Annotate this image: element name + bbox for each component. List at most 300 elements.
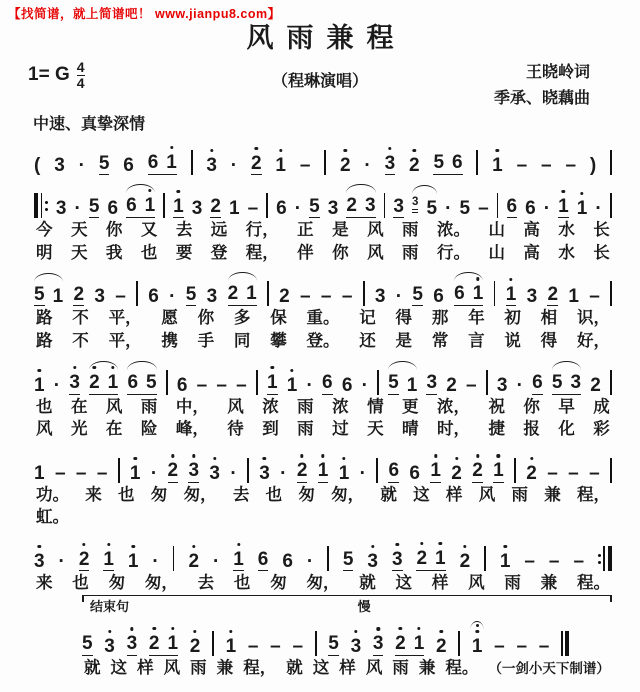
note xyxy=(346,196,357,215)
aug-dot xyxy=(360,464,366,483)
octave-dot xyxy=(413,149,416,152)
note-group xyxy=(248,199,259,218)
note-group xyxy=(343,550,354,572)
note xyxy=(246,284,257,303)
lyric-chunk: 高 xyxy=(523,242,540,262)
dash xyxy=(549,552,560,571)
barline-stroke xyxy=(315,631,317,656)
lyric-chunk: 来 xyxy=(85,484,102,504)
dash xyxy=(248,199,259,218)
note xyxy=(426,373,437,395)
barline-stroke xyxy=(603,546,605,571)
dash xyxy=(236,376,247,395)
barline-stroke xyxy=(163,193,165,218)
note xyxy=(365,196,376,215)
note xyxy=(89,197,100,219)
note xyxy=(416,549,427,568)
barline xyxy=(610,370,612,395)
aug-dot xyxy=(307,552,313,571)
note-group xyxy=(541,156,552,175)
note-glyph: – xyxy=(466,374,477,396)
beam-group xyxy=(433,153,462,175)
note-glyph: – xyxy=(565,155,577,176)
octave-dot xyxy=(371,545,374,548)
note xyxy=(54,156,65,175)
lyric-row xyxy=(34,220,612,241)
note-group xyxy=(318,461,329,483)
note-glyph: 6 xyxy=(282,551,293,572)
note-glyph: 1 xyxy=(413,632,425,654)
note-glyph: 2 xyxy=(547,283,559,305)
lyric-chunk: 时， xyxy=(436,419,470,439)
note-glyph: 1 xyxy=(499,551,511,572)
note-glyph: 1 xyxy=(558,195,569,217)
note-glyph: · xyxy=(212,551,220,572)
note xyxy=(145,196,156,215)
note-glyph: – xyxy=(54,462,66,484)
note xyxy=(472,637,483,656)
note-glyph: 2 xyxy=(395,632,406,654)
note-group xyxy=(478,199,489,218)
note-group xyxy=(34,376,45,395)
tempo-marking: 中速、真挚深情 xyxy=(33,116,146,133)
lyric-chunk: 程。 xyxy=(445,657,479,677)
note xyxy=(123,156,134,175)
note-group xyxy=(527,287,538,306)
note-glyph: 1 xyxy=(568,286,579,308)
meter-numerator: 4 xyxy=(76,59,85,75)
note xyxy=(558,197,569,219)
lyric-row xyxy=(34,573,612,594)
note-group xyxy=(190,637,201,656)
barline xyxy=(166,370,168,395)
note-glyph: 1 xyxy=(275,155,286,176)
note xyxy=(94,287,105,306)
note xyxy=(287,376,298,395)
note-glyph: – xyxy=(478,198,489,219)
barline xyxy=(256,370,258,395)
lyric-chunk: 雨 xyxy=(297,419,314,439)
note-glyph: · xyxy=(150,462,158,484)
note-glyph: 6 xyxy=(176,374,188,396)
octave-dot xyxy=(171,627,174,630)
transcriber-credit: （一剑小天下制谱） xyxy=(488,660,610,676)
octave-dot xyxy=(503,545,506,548)
note-group xyxy=(362,376,368,395)
octave-dot xyxy=(344,149,347,152)
paren xyxy=(590,156,596,175)
lyric-chunk: 样 xyxy=(445,484,463,504)
note-group xyxy=(392,550,403,572)
note-group xyxy=(494,637,505,656)
lyric-chunk: 去 xyxy=(175,220,193,239)
note-glyph: – xyxy=(247,198,259,219)
note-group xyxy=(297,461,308,483)
note xyxy=(388,373,399,395)
lyric-chunk: 登。 xyxy=(306,330,340,350)
lyric-chunk: 中， xyxy=(175,396,209,416)
note-group xyxy=(360,464,366,483)
note-glyph: 6 xyxy=(148,286,159,308)
octave-dot xyxy=(300,454,303,457)
note-glyph: 6 xyxy=(506,195,518,217)
note-glyph: – xyxy=(292,635,304,657)
note-group xyxy=(340,156,351,175)
note-group xyxy=(307,552,313,571)
note-group xyxy=(493,461,504,483)
note-glyph: 1 xyxy=(225,635,237,657)
beam-group xyxy=(395,634,424,656)
lyric-chunk: 雨 xyxy=(402,242,419,262)
note-group xyxy=(321,287,332,306)
note-group xyxy=(76,464,87,483)
lyric-chunk: 那 xyxy=(431,308,449,328)
barline xyxy=(247,458,249,483)
lyric-chunk: 这 xyxy=(312,657,330,677)
note-group xyxy=(79,156,85,175)
note xyxy=(412,197,418,219)
lyric-chunk: 也 xyxy=(233,573,251,592)
barline-stroke xyxy=(494,281,496,306)
note-glyph: 2 xyxy=(227,283,239,305)
note xyxy=(34,552,45,571)
octave-dot xyxy=(463,545,466,548)
note xyxy=(497,376,508,395)
lyric-chunk: 你 xyxy=(105,220,123,239)
music-line xyxy=(34,176,612,218)
lyric-chunk: 山 xyxy=(488,220,505,239)
note-glyph: 5 xyxy=(185,283,197,305)
note xyxy=(412,285,423,307)
barline xyxy=(266,193,268,218)
note-group xyxy=(207,287,218,306)
note-glyph: 3 xyxy=(126,633,138,655)
lyric-chunk: 又 xyxy=(140,220,158,239)
note xyxy=(392,550,403,572)
dash xyxy=(55,464,66,483)
aug-dot xyxy=(152,552,158,571)
barline xyxy=(476,150,478,175)
note xyxy=(229,199,240,218)
octave-dot xyxy=(420,542,423,545)
note xyxy=(309,197,320,219)
dash xyxy=(516,637,527,656)
lyric-chunk: 高 xyxy=(523,220,540,239)
note xyxy=(206,156,217,175)
note-group xyxy=(460,552,471,571)
lyric-row xyxy=(34,485,612,506)
note-glyph: – xyxy=(196,374,208,396)
aug-dot xyxy=(79,156,85,175)
lyric-chunk: 兼 xyxy=(216,657,234,677)
barline-stroke xyxy=(173,546,175,571)
dash xyxy=(568,464,579,483)
lyric-chunk: 程， xyxy=(576,484,610,504)
repeat-dots xyxy=(45,201,48,211)
note-group xyxy=(59,552,65,571)
system-2 xyxy=(34,176,612,263)
note-glyph: 3 xyxy=(412,197,418,214)
note-group xyxy=(168,461,179,483)
barline xyxy=(324,150,326,175)
note-group xyxy=(56,199,67,218)
note-glyph: · xyxy=(359,462,366,484)
note-glyph: 6 xyxy=(126,195,137,216)
lyric-chunk: 晴 xyxy=(402,419,419,439)
lyric-chunk: 我 xyxy=(105,242,123,262)
barline-stroke xyxy=(377,370,379,395)
note-group xyxy=(322,373,333,395)
octave-dot xyxy=(376,627,379,630)
music-line xyxy=(34,529,612,571)
note-group xyxy=(248,637,259,656)
note xyxy=(577,199,588,218)
octave-dot xyxy=(210,149,213,152)
lyric-chunk: 程。 xyxy=(576,573,610,592)
note-glyph: – xyxy=(247,635,259,657)
octave-dot xyxy=(396,543,399,546)
note-group xyxy=(169,287,175,306)
note-glyph: ( xyxy=(34,155,41,176)
note-glyph: · xyxy=(306,551,314,572)
note-group xyxy=(351,637,362,656)
note-glyph: 1 xyxy=(338,462,350,484)
note xyxy=(259,464,270,483)
note-glyph: 5 xyxy=(88,195,100,217)
lyric-chunk: 样 xyxy=(137,657,154,677)
note-glyph: · xyxy=(364,155,371,176)
note-glyph: · xyxy=(306,374,313,396)
note-group xyxy=(34,464,45,483)
lyric-chunk: 山 xyxy=(488,242,505,262)
slow-label: 慢 xyxy=(357,598,371,614)
note-glyph: 3 xyxy=(55,198,67,219)
barline-stroke xyxy=(514,458,516,483)
note-group xyxy=(230,464,236,483)
note-glyph: – xyxy=(589,286,600,308)
note xyxy=(454,284,465,303)
octave-dot xyxy=(193,630,196,633)
lyric-chunk: 虹。 xyxy=(36,507,69,527)
note-group xyxy=(558,197,569,219)
slur-group xyxy=(412,197,437,219)
lyric-chunk: 就 xyxy=(84,657,101,677)
lyric-chunk: 不 xyxy=(72,308,89,328)
system-4 xyxy=(34,353,612,440)
barline xyxy=(610,458,612,483)
note-glyph: 5 xyxy=(459,198,471,219)
note-glyph: 5 xyxy=(426,198,438,219)
barline-stroke xyxy=(497,193,499,218)
note-glyph: 1 xyxy=(472,283,484,305)
aug-dot xyxy=(595,199,601,218)
dash xyxy=(216,376,227,395)
note-group xyxy=(300,156,311,175)
note-group xyxy=(516,637,527,656)
octave-dot xyxy=(130,627,133,630)
barline-stroke xyxy=(484,546,486,571)
note-glyph: 2 xyxy=(436,635,447,657)
note-glyph: 1 xyxy=(286,374,298,396)
note-glyph: 1 xyxy=(471,635,483,657)
octave-dot xyxy=(213,457,216,460)
note-glyph: 2 xyxy=(73,283,85,305)
barline xyxy=(376,458,378,483)
dash xyxy=(300,287,311,306)
note-glyph: 6 xyxy=(107,198,119,219)
note-glyph: 6 xyxy=(433,286,444,308)
note-glyph: · xyxy=(361,374,368,396)
note-glyph: 1 xyxy=(166,152,177,173)
note-group xyxy=(525,199,536,218)
lyric-chunk: 样 xyxy=(339,657,356,677)
octave-dot xyxy=(476,454,479,457)
dash xyxy=(589,464,600,483)
lyric-chunk: 是 xyxy=(332,220,349,239)
note xyxy=(395,634,406,653)
lyric-chunk: 还 xyxy=(359,330,376,350)
octave-dot xyxy=(342,457,345,460)
note-group xyxy=(151,464,157,483)
lyric-chunk: 明 xyxy=(36,242,53,262)
lyric-chunk: 要 xyxy=(175,242,193,262)
note-group xyxy=(307,376,313,395)
note xyxy=(177,376,188,395)
lyricist-credit: 王晓岭词 xyxy=(525,64,590,81)
note xyxy=(99,154,110,176)
note xyxy=(532,373,543,395)
aug-dot xyxy=(151,464,157,483)
note-group xyxy=(107,199,118,218)
barline-stroke xyxy=(41,193,43,218)
note-group xyxy=(547,285,558,307)
note xyxy=(492,156,503,175)
note-glyph: 6 xyxy=(322,372,333,393)
dash xyxy=(115,287,126,306)
note-group xyxy=(276,199,287,218)
performer-credit: （程琳演唱） xyxy=(271,73,368,90)
note-group xyxy=(79,550,90,572)
lyric-chunk: 也 xyxy=(140,242,158,262)
note-glyph: 3 xyxy=(496,374,508,396)
note xyxy=(340,156,351,175)
watermark-link[interactable]: 【找简谱，就上简谱吧！ www.jianpu8.com】 xyxy=(8,7,281,21)
lyric-chunk: 样 xyxy=(431,573,449,592)
note-glyph: 3 xyxy=(104,635,115,657)
lyric-chunk: 相 xyxy=(540,308,558,328)
lyric-chunk: 得 xyxy=(540,330,558,350)
lyric-chunk: 成 xyxy=(593,396,610,416)
barline xyxy=(377,370,379,395)
aug-dot xyxy=(307,376,313,395)
note xyxy=(128,552,139,571)
note-glyph: 5 xyxy=(412,283,423,305)
barline-stroke xyxy=(610,370,612,395)
note xyxy=(173,197,184,219)
note-group xyxy=(339,464,350,483)
octave-dot xyxy=(177,190,180,193)
note-glyph: · xyxy=(74,198,81,219)
composer-credit: 季承、晓藕曲 xyxy=(493,90,590,108)
note-glyph: · xyxy=(58,551,65,572)
note xyxy=(297,461,308,483)
lyric-chunk: 雨 xyxy=(140,396,158,416)
note-group xyxy=(568,287,579,306)
barline xyxy=(267,281,269,306)
note-glyph: 1 xyxy=(576,198,588,219)
note-glyph: 3 xyxy=(391,548,403,570)
note xyxy=(166,153,177,172)
octave-dot xyxy=(580,192,583,195)
note-glyph: 1 xyxy=(129,462,141,484)
barline-stroke xyxy=(267,281,269,306)
note-glyph: 6 xyxy=(409,462,420,484)
barline xyxy=(610,150,612,175)
note-group xyxy=(279,287,290,306)
note-group xyxy=(89,197,100,219)
lyric-chunk: 天 xyxy=(70,220,88,239)
note xyxy=(426,199,437,218)
lyric-chunk: 早 xyxy=(558,396,575,416)
barline-stroke xyxy=(384,193,386,218)
system-5 xyxy=(34,441,612,528)
note-glyph: ) xyxy=(589,155,597,176)
octave-dot xyxy=(108,630,111,633)
note xyxy=(228,284,239,303)
note-glyph: 3 xyxy=(94,286,105,308)
lyric-chunk: 雨 xyxy=(402,220,419,239)
note xyxy=(267,373,278,395)
note-group xyxy=(177,376,188,395)
lyric-chunk: 雨 xyxy=(504,573,521,592)
lyric-chunk: 风 xyxy=(365,657,383,677)
lyric-chunk: 兼 xyxy=(540,573,558,592)
lyric-chunk: 平， xyxy=(108,308,142,328)
octave-dot xyxy=(38,369,41,372)
note xyxy=(282,552,293,571)
note-glyph: 1 xyxy=(435,548,446,569)
lyric-chunk: 言 xyxy=(468,330,485,350)
octave-dot xyxy=(417,627,420,630)
note-group xyxy=(396,287,402,306)
note-glyph: 2 xyxy=(451,462,462,484)
barline xyxy=(363,281,365,306)
note-group xyxy=(209,464,220,483)
lyric-chunk: 在 xyxy=(70,396,88,416)
octave-dot xyxy=(455,457,458,460)
lyric-chunk: 匆 xyxy=(270,573,287,592)
note xyxy=(460,552,471,571)
lyric-chunk: 待 xyxy=(227,419,244,439)
lyric-chunk: 匆 xyxy=(150,484,168,504)
note-glyph: 1 xyxy=(167,632,179,654)
dash xyxy=(97,464,108,483)
note xyxy=(571,373,582,392)
dash xyxy=(248,637,259,656)
slur-group xyxy=(346,196,375,218)
meter-denominator: 4 xyxy=(76,74,85,91)
key-label: 1= G xyxy=(28,64,70,86)
note-glyph: – xyxy=(299,155,311,176)
note-glyph: · xyxy=(230,462,237,484)
lyric-chunk: 路 xyxy=(36,330,53,350)
note-glyph: – xyxy=(589,462,600,484)
aug-dot xyxy=(445,199,451,218)
lyric-chunk: 风 xyxy=(163,657,181,677)
system-7 xyxy=(82,595,612,679)
note-glyph: – xyxy=(96,462,108,484)
note-group xyxy=(300,287,311,306)
